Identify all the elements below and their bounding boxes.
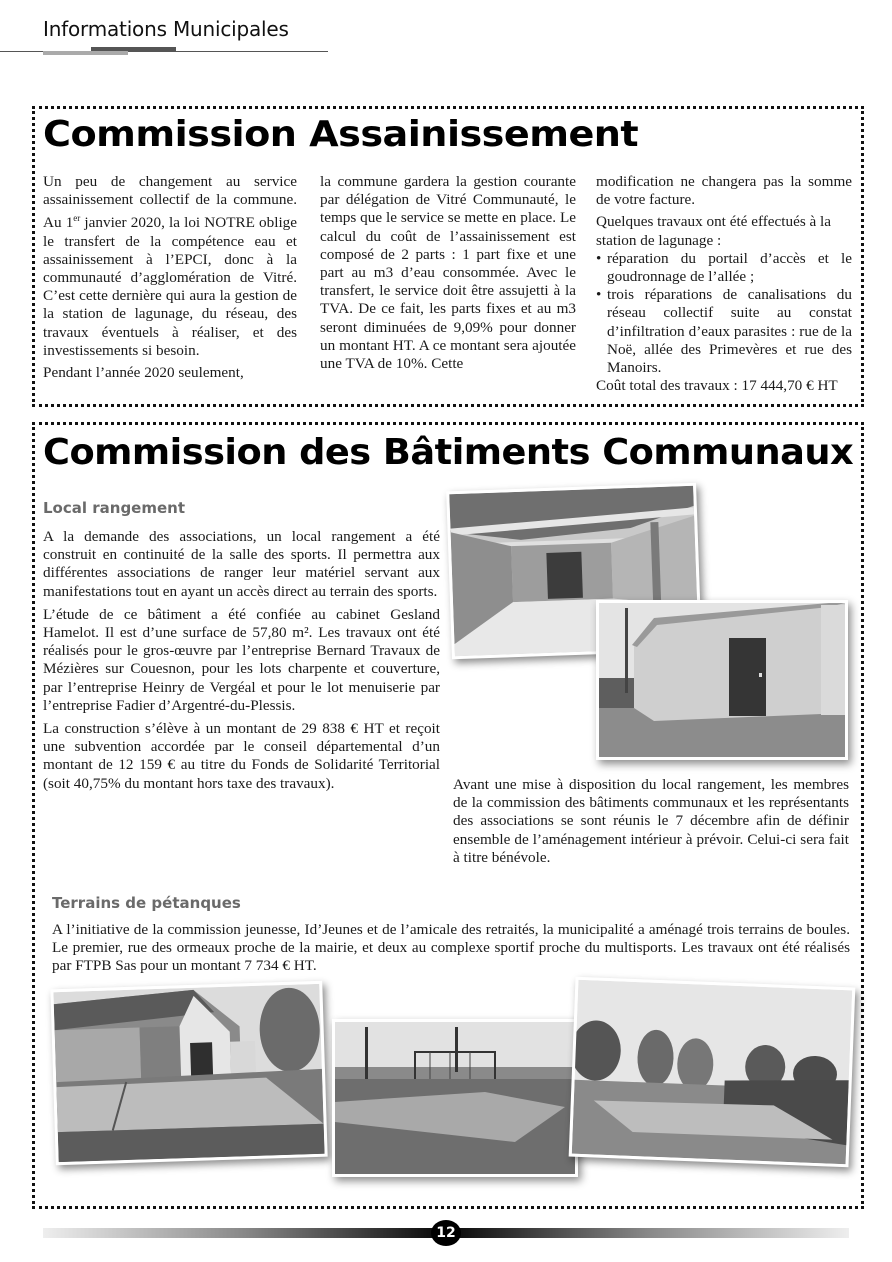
storage-exterior-image: [599, 603, 845, 757]
assainissement-paragraph: la commune gardera la gestion courante par délégation de Vitré Communauté, le temps que le service se mette en place. Le calcul du coût de l’assainissement est composé de 2 parts : 1 part fixe et une part au m3 d’eau consommée. Avec le transfert, le service doit être assujetti à la TVA. De ce fait, les parts fixes et au m3 seront diminuées de 9,09% pour donner un montant HT. A ce montant sera ajoutée une TVA de 10%. Cette: [320, 173, 576, 373]
assainissement-paragraph: modification ne changera pas la somme de votre facture.: [596, 173, 852, 209]
header-accent-light: [43, 51, 128, 55]
petanque-heading: Terrains de pétanques: [52, 894, 241, 912]
assainissement-column-2: [320, 173, 576, 377]
petanque-mairie-image: [53, 984, 324, 1162]
local-rangement-text: [43, 528, 440, 798]
petanque-complexe-image: [572, 980, 852, 1164]
petanque-text: A l’initiative de la commission jeunesse, Id’Jeunes et de l’amicale des retraités, la municipalité a aménagé trois terrains de boules. Le premier, rue des ormeaux proche de la mairie, et deux au complexe sportif proche du multisports. Les travaux ont été réalisés par FTPB Sas pour un montant 7 734 € HT.: [52, 921, 850, 975]
photo-petanque-mairie: [50, 981, 327, 1165]
local-rangement-meeting-text: Avant une mise à disposition du local rangement, les membres de la commission des bâtiments communaux et les représentants des associations se sont réunis le 7 décembre afin de définir ensemble de l’aménagement intérieur à prévoir. Celui-ci sera fait à titre bénévole.: [453, 776, 849, 866]
local-paragraph: A la demande des associations, un local rangement a été construit en continuité de la salle des sports. Il permettra aux différentes associations de ranger leur matériel servant aux manifestations tout en ayant un accès direct au terrain des sports.: [43, 528, 440, 600]
text-run: janvier 2020, la loi NOTRE oblige le transfert de la compétence eau et assainissement à l’EPCI, donc à la communauté d’agglomération de Vitré. C’est cette dernière qui aura la gestion de la station de lagunage, du réseau, des travaux éventuels à réaliser, et des investissements si besoin.: [43, 214, 297, 359]
batiments-title: Commission des Bâtiments Communaux: [43, 432, 854, 473]
page-header: [0, 0, 892, 60]
photo-storage-exterior: [596, 600, 848, 760]
page-number: 12: [431, 1220, 461, 1246]
works-list-item: • trois réparations de canalisations du réseau collectif suite au constat d’infiltration d’eaux parasites : rue de la Noë, allée des Primevères et rue des Manoirs.: [596, 286, 852, 377]
assainissement-title: Commission Assainissement: [43, 114, 639, 155]
assainissement-paragraph: Pendant l’année 2020 seulement,: [43, 364, 244, 382]
assainissement-paragraph: [43, 173, 297, 360]
works-list-item: • réparation du portail d’accès et le goudronnage de l’allée ;: [596, 250, 852, 286]
assainissement-column-1: [43, 173, 297, 386]
local-paragraph: L’étude de ce bâtiment a été confiée au cabinet Gesland Hamelot. Il est d’une surface de 57,80 m². Les travaux ont été réalisés pour le gros-œuvre par l’entreprise Bernard Travaux de Mézières sur Couesnon, pour les lots charpente et couverture, par l’entreprise Heinry de Vergéal et pour le lot menuiserie par l’entreprise Fadier d’Argentré-du-Plessis.: [43, 605, 440, 714]
header-title: Informations Municipales: [43, 17, 289, 41]
header-accent-dark: [91, 47, 176, 51]
works-total-cost: Coût total des travaux : 17 444,70 € HT: [596, 377, 838, 395]
local-paragraph: La construction s’élève à un montant de 29 838 € HT et reçoit une subvention accordée par le conseil départemental d’un montant de 12 159 € au titre du Fonds de Solidarité Territorial (soit 40,75% du montant hors taxe des travaux).: [43, 720, 440, 792]
assainissement-column-3: [596, 173, 852, 399]
petanque-multisports-image: [335, 1022, 575, 1174]
superscript: er: [73, 213, 81, 224]
text-run: Un peu de changement au service assainissement collectif de la commune. Au 1: [43, 173, 297, 232]
assainissement-paragraph: Quelques travaux ont été effectués à la station de lagunage :: [596, 213, 832, 249]
photo-petanque-multisports: [332, 1019, 578, 1177]
photo-petanque-complexe: [569, 977, 856, 1168]
works-list: [596, 250, 852, 377]
local-rangement-heading: Local rangement: [43, 499, 186, 517]
